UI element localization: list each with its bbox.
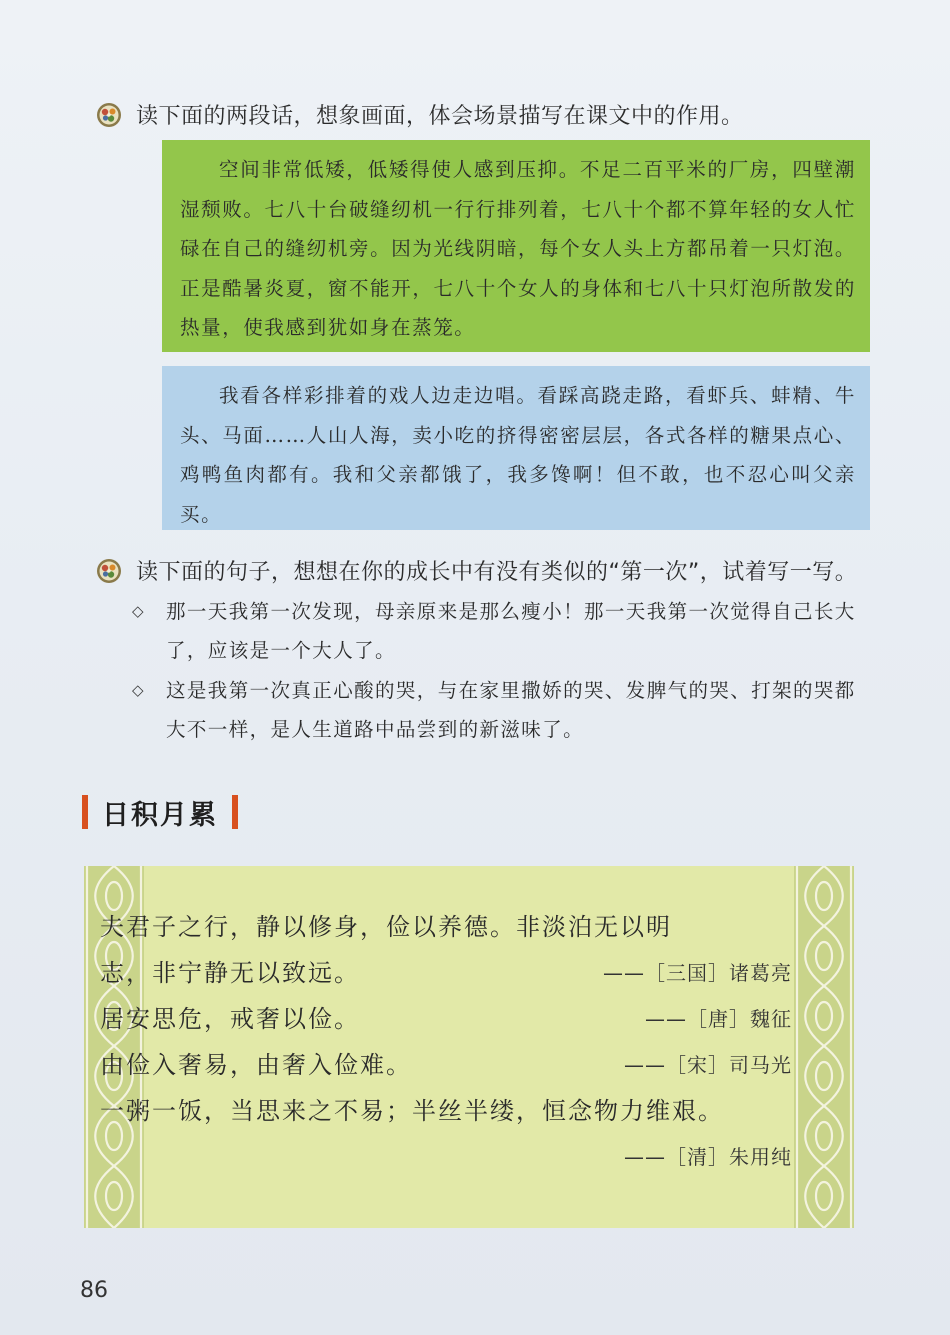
passage-1-text: 空间非常低矮，低矮得使人感到压抑。不足二百平米的厂房，四壁潮湿颓败。七八十台破缝纫机一行行排列着，七八十个都不算年轻的女人忙碌在自己的缝纫机旁。因为光线阴暗，每个女人头上方都吊着一只灯泡。正是酷暑炎夏，窗不能开，七八十个女人的身体和七八十只灯泡所散发的热量，使我感到犹如身在蒸笼。 [180, 158, 856, 339]
flower-medallion-icon [96, 558, 122, 584]
list-item [132, 592, 872, 670]
scene-passage-fair [162, 366, 870, 530]
flower-medallion-icon [96, 102, 122, 128]
section-bar-right [232, 795, 238, 829]
quote-3-attribution: ——［宋］司马光 [624, 1053, 792, 1077]
quote-3-row [100, 1042, 792, 1088]
first-time-sentences [132, 592, 872, 750]
scene-passage-factory [162, 140, 870, 352]
section-title: 日积月累 [102, 799, 218, 831]
passage-2-text: 我看各样彩排着的戏人边走边唱。看踩高跷走路，看虾兵、蚌精、牛头、马面……人山人海，卖小吃的挤得密密层层，各式各样的糖果点心、鸡鸭鱼肉都有。我和父亲都饿了，我多馋啊！但不敢，也不忍心叫父亲买。 [180, 384, 856, 526]
quote-2-attribution: ——［唐］魏征 [645, 1007, 792, 1031]
quote-2-text: 居安思危，戒奢以俭。 [100, 1005, 360, 1033]
quote-1-line-2: 志，非宁静无以致远。 [100, 959, 360, 987]
quotes-block [100, 904, 792, 1180]
diamond-bullet-icon: ◇ [132, 602, 145, 620]
quote-3-text: 由俭入奢易，由奢入俭难。 [100, 1051, 412, 1079]
section-bar-left [82, 795, 88, 829]
diamond-bullet-icon: ◇ [132, 681, 145, 699]
section-title-row [82, 790, 238, 834]
page-number: 86 [80, 1278, 108, 1303]
quote-2-row [100, 996, 792, 1042]
exercise-1-instruction: 读下面的两段话，想象画面，体会场景描写在课文中的作用。 [136, 104, 744, 129]
exercise-2-instruction-row [96, 555, 857, 586]
quote-1-row-2 [100, 950, 792, 996]
sentence-text: 那一天我第一次发现，母亲原来是那么瘦小！那一天我第一次觉得自己长大了，应该是一个大人了。 [166, 600, 856, 662]
lace-ornament-icon [794, 866, 854, 1228]
list-item [132, 671, 872, 749]
quote-1-attribution: ——［三国］诸葛亮 [603, 961, 792, 985]
exercise-2-instruction: 读下面的句子，想想在你的成长中有没有类似的“第一次”，试着写一写。 [136, 560, 858, 585]
quote-4-text: 一粥一饭，当思来之不易；半丝半缕，恒念物力维艰。 [100, 1097, 724, 1125]
quote-1-line-1: 夫君子之行，静以修身，俭以养德。非淡泊无以明 [100, 913, 672, 941]
exercise-1-instruction-row [96, 99, 744, 130]
quote-4-attribution: ——［清］朱用纯 [624, 1145, 792, 1169]
sentence-text: 这是我第一次真正心酸的哭，与在家里撒娇的哭、发脾气的哭、打架的哭都大不一样，是人生道路中品尝到的新滋味了。 [166, 679, 856, 741]
